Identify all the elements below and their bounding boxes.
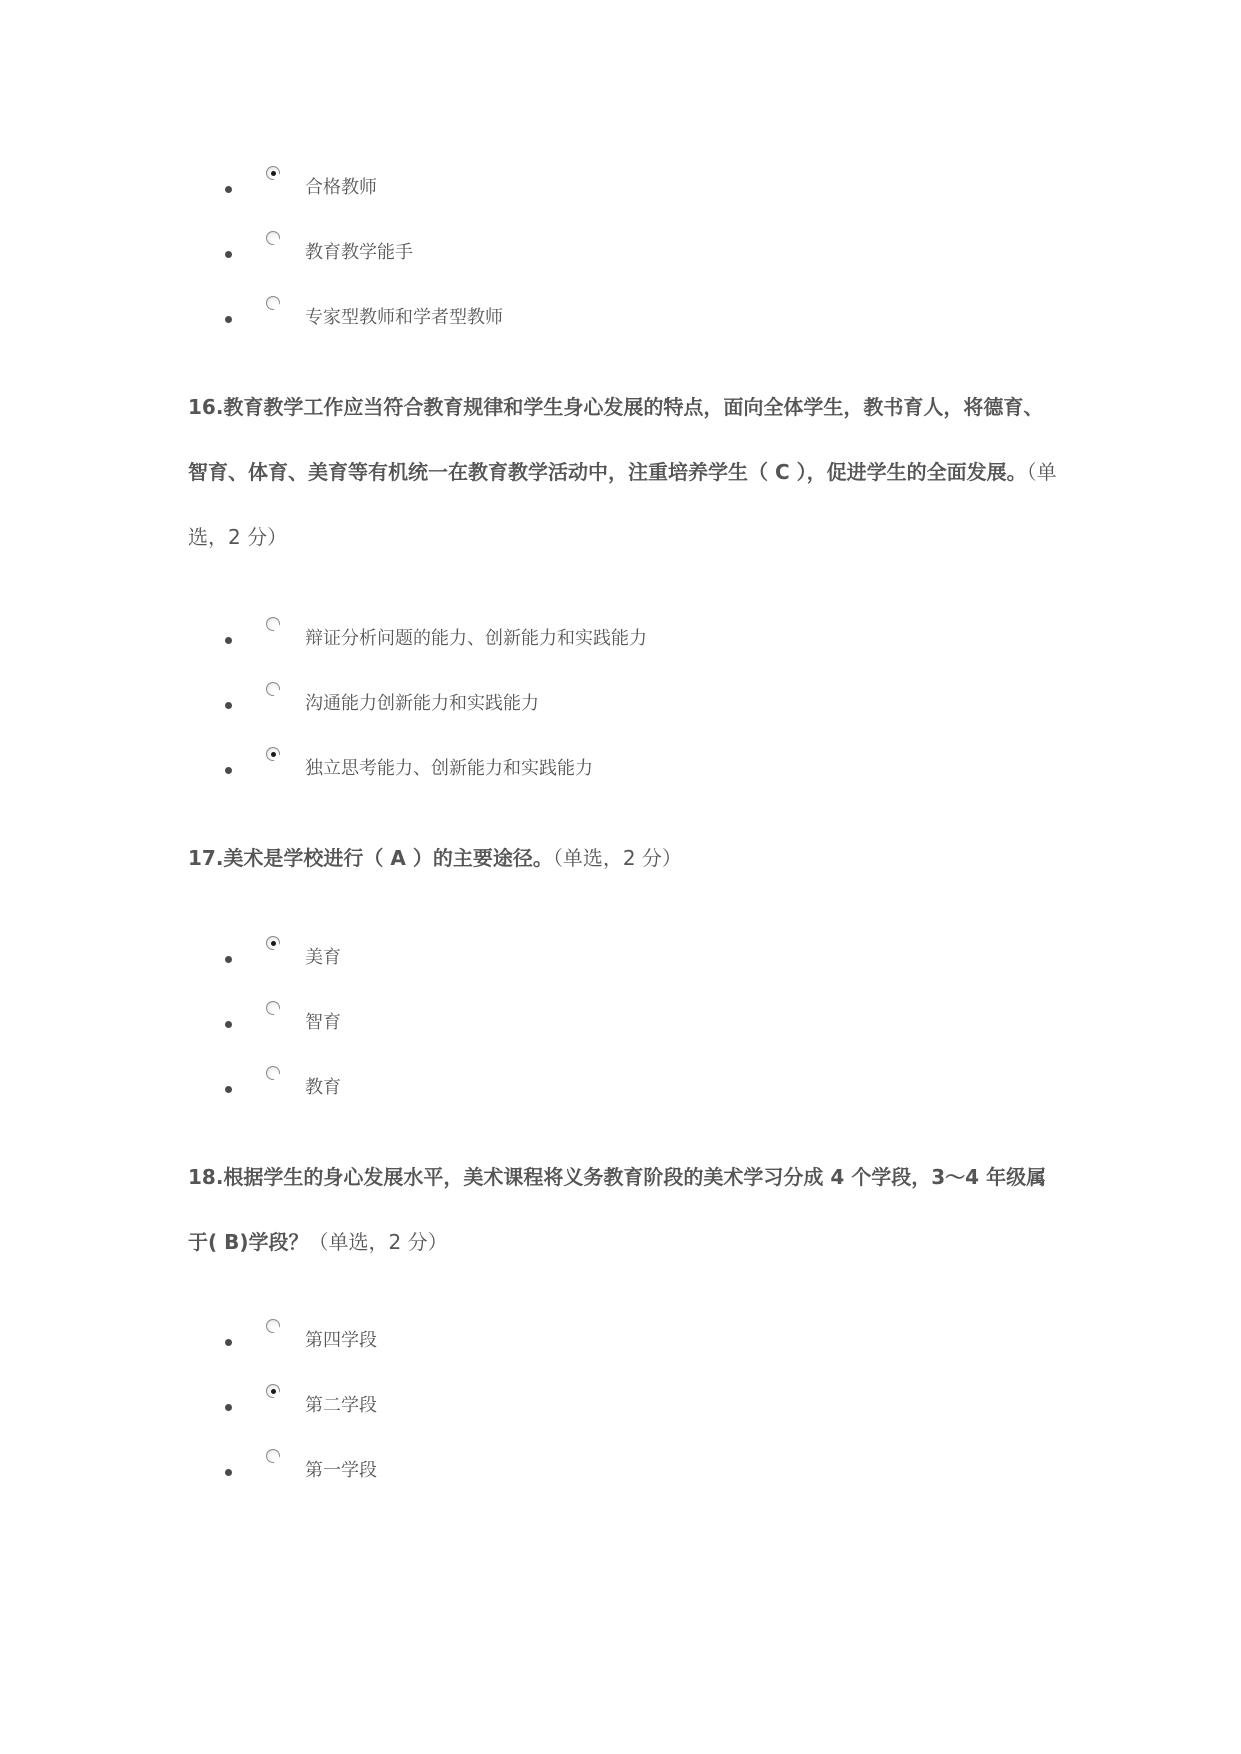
option-label: 第一学段 (305, 1460, 377, 1481)
question-16-text (188, 375, 1058, 570)
bullet-dot-icon (225, 1404, 232, 1411)
question-meta: （单选，2 分） (188, 460, 1057, 549)
option-item[interactable] (0, 1319, 1241, 1359)
option-label: 教育教学能手 (305, 242, 413, 263)
radio-unchecked-icon[interactable] (266, 231, 280, 245)
bullet-dot-icon (225, 316, 232, 323)
question-stem: 18.根据学生的身心发展水平，美术课程将义务教育阶段的美术学习分成 4 个学段，3～4 年级属于( B)学段？ (188, 1165, 1047, 1254)
option-label: 第四学段 (305, 1330, 377, 1351)
question-18-text (188, 1145, 1058, 1275)
option-label: 美育 (305, 947, 341, 968)
option-label: 独立思考能力、创新能力和实践能力 (305, 758, 593, 779)
question-stem: 16.教育教学工作应当符合教育规律和学生身心发展的特点，面向全体学生，教书育人，将德育、智育、体育、美育等有机统一在教育教学活动中，注重培养学生（ C ），促进学生的全面发展。 (188, 395, 1044, 484)
option-item[interactable] (0, 231, 1241, 271)
bullet-dot-icon (225, 767, 232, 774)
option-item[interactable] (0, 1384, 1241, 1424)
option-label: 沟通能力创新能力和实践能力 (305, 693, 539, 714)
bullet-dot-icon (225, 186, 232, 193)
question-meta: （单选，2 分） (308, 1230, 448, 1254)
radio-checked-icon[interactable] (266, 747, 280, 761)
bullet-dot-icon (225, 637, 232, 644)
option-item[interactable] (0, 682, 1241, 722)
option-label: 智育 (305, 1012, 341, 1033)
bullet-dot-icon (225, 1021, 232, 1028)
option-item[interactable] (0, 747, 1241, 787)
option-item[interactable] (0, 617, 1241, 657)
radio-unchecked-icon[interactable] (266, 296, 280, 310)
radio-checked-icon[interactable] (266, 1384, 280, 1398)
option-item[interactable] (0, 936, 1241, 976)
bullet-dot-icon (225, 1086, 232, 1093)
radio-checked-icon[interactable] (266, 166, 280, 180)
radio-unchecked-icon[interactable] (266, 1001, 280, 1015)
question-stem: 17.美术是学校进行（ A ）的主要途径。 (188, 846, 553, 870)
bullet-dot-icon (225, 956, 232, 963)
question-17-text (188, 826, 1058, 891)
bullet-dot-icon (225, 251, 232, 258)
option-item[interactable] (0, 296, 1241, 336)
radio-unchecked-icon[interactable] (266, 617, 280, 631)
option-label: 第二学段 (305, 1395, 377, 1416)
radio-unchecked-icon[interactable] (266, 682, 280, 696)
option-label: 辩证分析问题的能力、创新能力和实践能力 (305, 628, 647, 649)
option-label: 专家型教师和学者型教师 (305, 307, 503, 328)
radio-checked-icon[interactable] (266, 936, 280, 950)
radio-unchecked-icon[interactable] (266, 1319, 280, 1333)
radio-unchecked-icon[interactable] (266, 1449, 280, 1463)
question-meta: （单选，2 分） (552, 846, 682, 870)
option-item[interactable] (0, 166, 1241, 206)
option-item[interactable] (0, 1066, 1241, 1106)
bullet-dot-icon (225, 702, 232, 709)
bullet-dot-icon (225, 1469, 232, 1476)
option-label: 合格教师 (305, 177, 377, 198)
radio-unchecked-icon[interactable] (266, 1066, 280, 1080)
option-label: 教育 (305, 1077, 341, 1098)
option-item[interactable] (0, 1449, 1241, 1489)
bullet-dot-icon (225, 1339, 232, 1346)
option-item[interactable] (0, 1001, 1241, 1041)
